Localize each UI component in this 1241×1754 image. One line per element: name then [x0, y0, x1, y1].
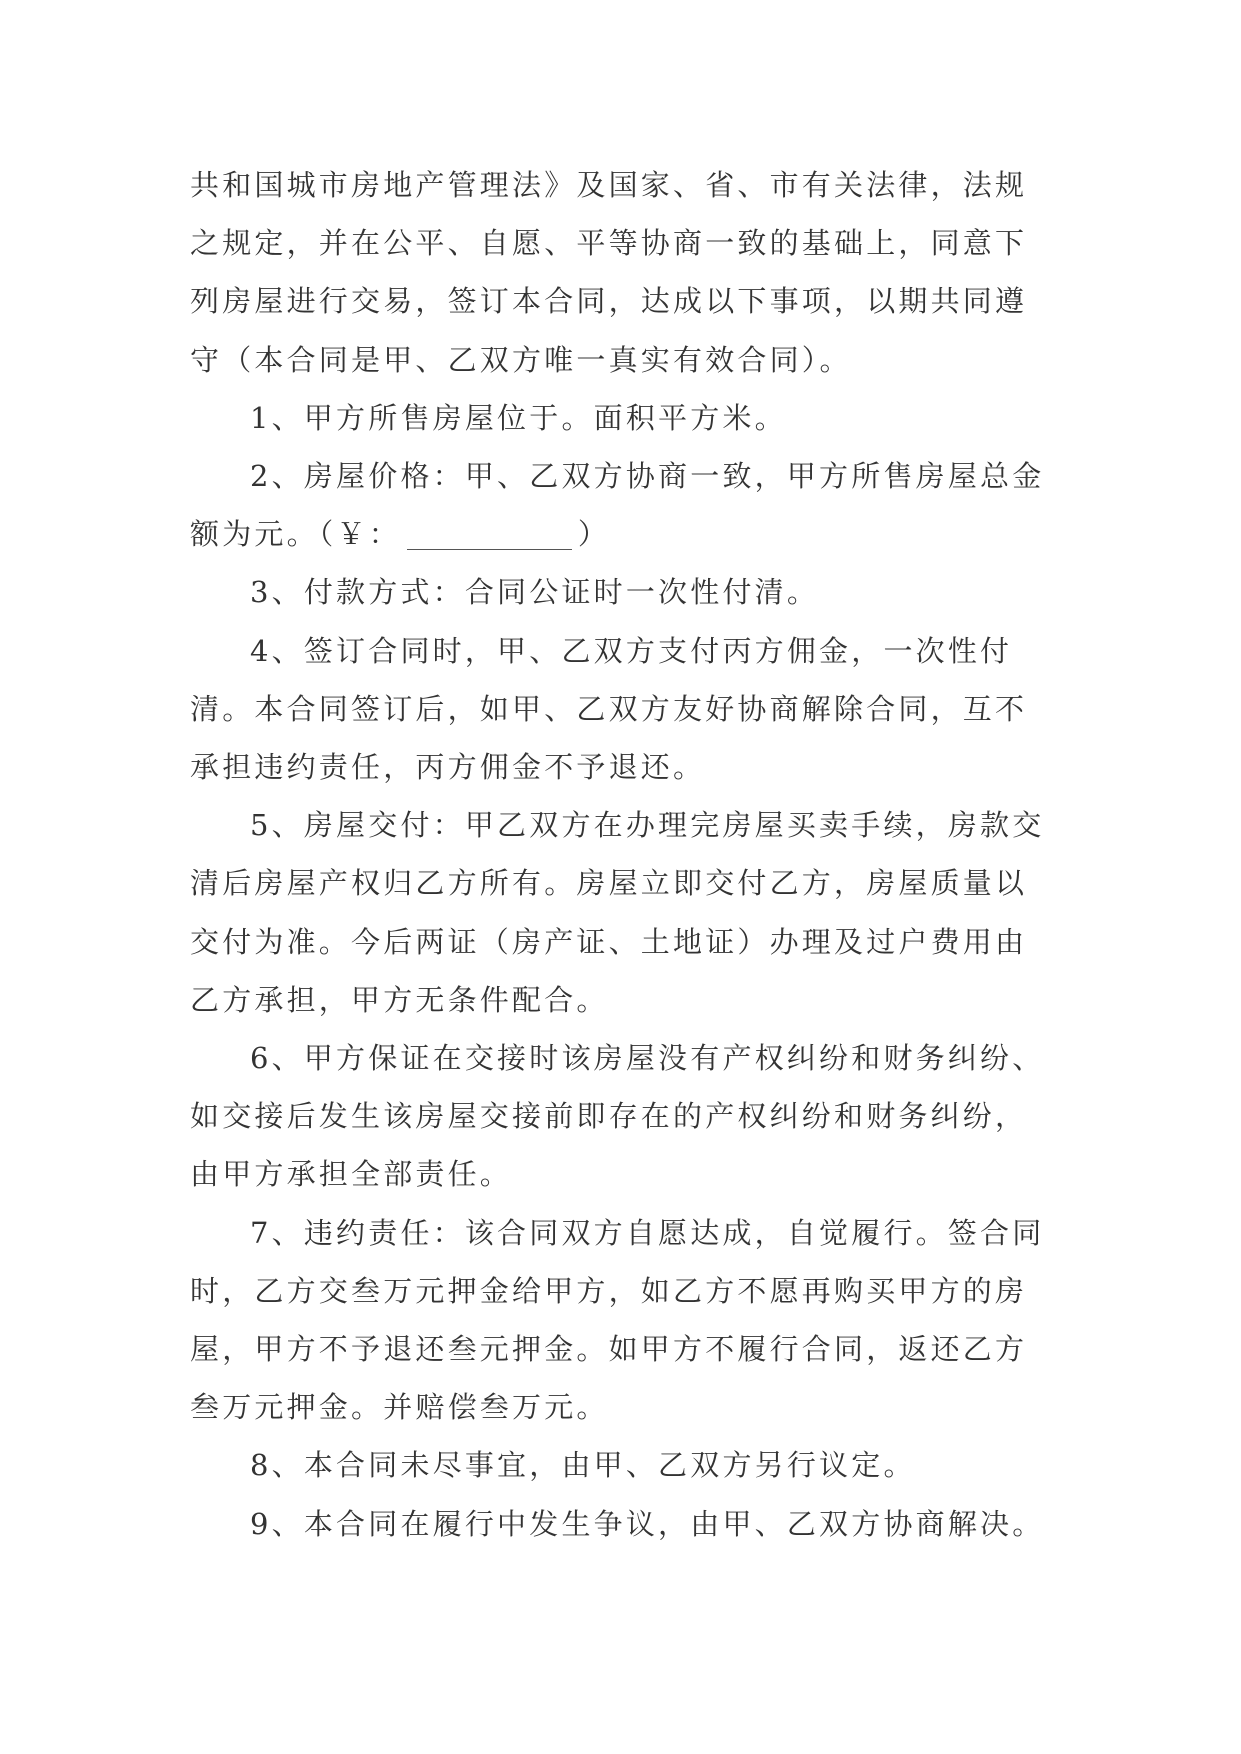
clause-6: 6、甲方保证在交接时该房屋没有产权纠纷和财务纠纷、如交接后发生该房屋交接前即存在的产权纠纷和财务纠纷，由甲方承担全部责任。: [190, 1041, 1045, 1192]
clause-2-closing: ）: [577, 517, 611, 552]
document-body: [190, 156, 1050, 1553]
clause-2-text: 2、房屋价格：甲、乙双方协商一致，甲方所售房屋总金额为元。（￥：: [190, 459, 1045, 552]
clause-9: 9、本合同在履行中发生争议，由甲、乙双方协商解决。: [250, 1506, 1045, 1541]
amount-blank-line: [407, 519, 572, 550]
clause-1: 1、甲方所售房屋位于。面积平方米。: [250, 400, 787, 435]
clause-4: 4、签订合同时，甲、乙双方支付丙方佣金，一次性付清。本合同签订后，如甲、乙双方友好协商解除合同，互不承担违约责任，丙方佣金不予退还。: [190, 633, 1028, 785]
clause-5: 5、房屋交付：甲乙双方在办理完房屋买卖手续，房款交清后房屋产权归乙方所有。房屋立即交付乙方，房屋质量以交付为准。今后两证（房产证、土地证）办理及过户费用由乙方承担，甲方无条件配合。: [190, 808, 1045, 1017]
clause-3: 3、付款方式：合同公证时一次性付清。: [250, 575, 820, 610]
clause-2: [190, 447, 1050, 563]
clause-7: 7、违约责任：该合同双方自愿达成，自觉履行。签合同时，乙方交叁万元押金给甲方，如乙方不愿再购买甲方的房屋，甲方不予退还叁元押金。如甲方不履行合同，返还乙方叁万元押金。并赔偿叁万元。: [190, 1215, 1045, 1425]
clause-8: 8、本合同未尽事宜，由甲、乙双方另行议定。: [250, 1448, 916, 1483]
paragraph-intro: 共和国城市房地产管理法》及国家、省、市有关法律，法规之规定，并在公平、自愿、平等协商一致的基础上，同意下列房屋进行交易，签订本合同，达成以下事项，以期共同遵守（本合同是甲、乙双方唯一真实有效合同）。: [190, 168, 1028, 377]
